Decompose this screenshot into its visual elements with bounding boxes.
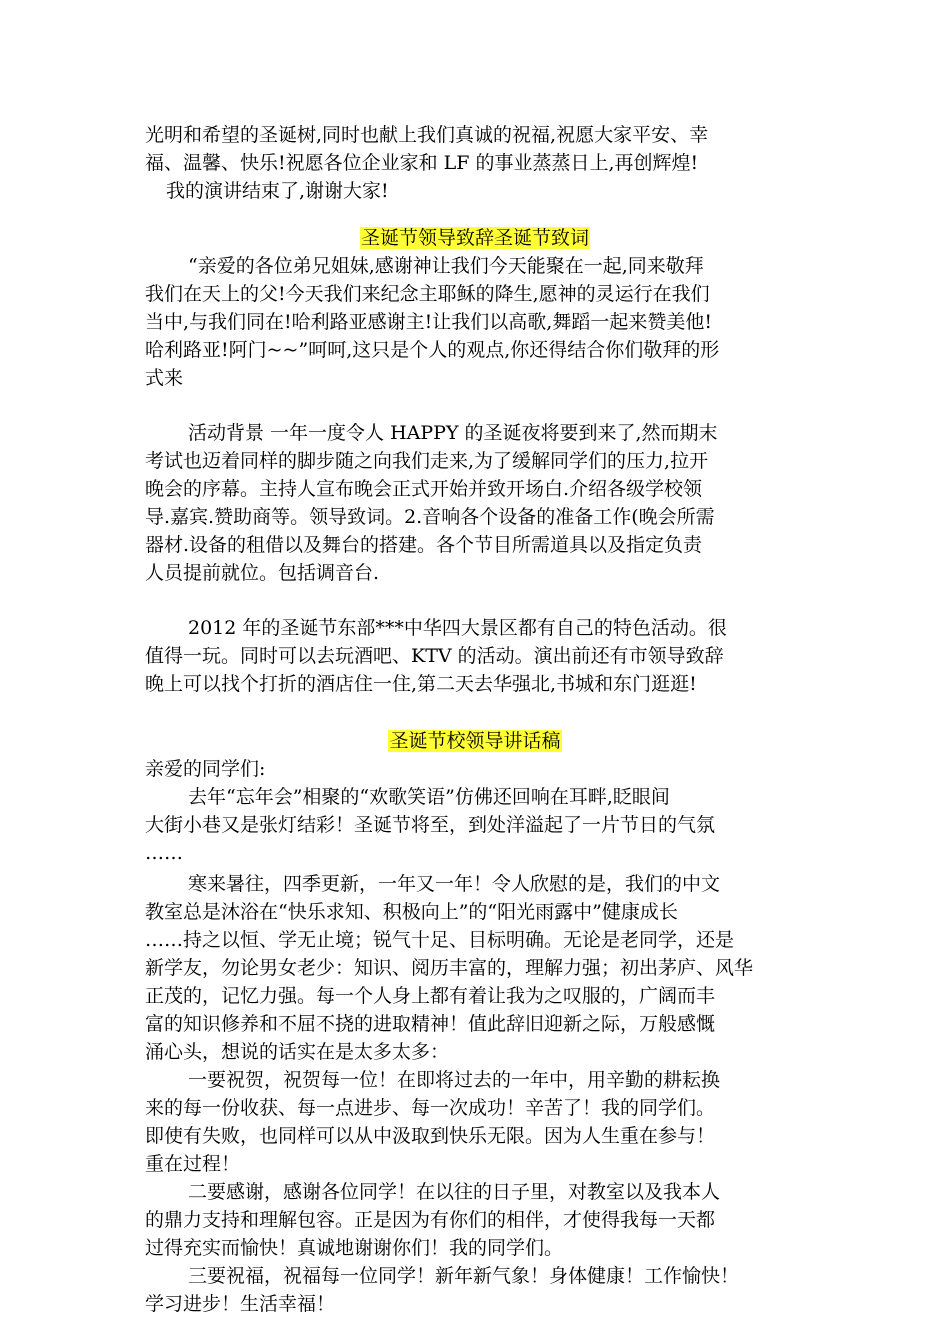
text-line: 即使有失败，也同样可以从中汲取到快乐无限。因为人生重在参与！ xyxy=(145,1125,716,1147)
text-line: 哈利路亚!阿门~~”呵呵,这只是个人的观点,你还得结合你们敬拜的形 xyxy=(145,339,720,361)
text-line: 重在过程！ xyxy=(145,1153,241,1175)
section-title xyxy=(0,225,950,251)
text-line: 来的每一份收获、每一点进步、每一次成功！辛苦了！我的同学们。 xyxy=(145,1097,716,1119)
text-line: …… xyxy=(145,842,183,864)
text-line: 值得一玩。同时可以去玩酒吧、KTV 的活动。演出前还有市领导致辞 xyxy=(145,645,724,667)
text-line: 一要祝贺，祝贺每一位！在即将过去的一年中，用辛勤的耕耘换 xyxy=(188,1069,721,1091)
text-line: 三要祝福，祝福每一位同学！新年新气象！身体健康！工作愉快！ xyxy=(188,1265,740,1287)
text-line: 涌心头，想说的话实在是太多太多： xyxy=(145,1041,450,1063)
text-line: 我们在天上的父!今天我们来纪念主耶稣的降生,愿神的灵运行在我们 xyxy=(145,283,710,305)
text-line: 式来 xyxy=(145,367,184,389)
text-line: 晚会的序幕。主持人宣布晚会正式开始并致开场白.介绍各级学校领 xyxy=(145,478,703,500)
text-line: 寒来暑往，四季更新，一年又一年！令人欣慰的是，我们的中文 xyxy=(188,873,721,895)
text-line: 晚上可以找个打折的酒店住一住,第二天去华强北,书城和东门逛逛! xyxy=(145,673,697,695)
text-line: 我的演讲结束了,谢谢大家! xyxy=(166,180,389,202)
text-line: 活动背景 一年一度令人 HAPPY 的圣诞夜将要到来了,然而期末 xyxy=(188,422,718,444)
text-line: 新学友，勿论男女老少：知识、阅历丰富的，理解力强；初出茅庐、风华 xyxy=(145,957,754,979)
text-line: 2012 年的圣诞节东部***中华四大景区都有自己的特色活动。很 xyxy=(188,617,727,639)
greeting: 亲爱的同学们: xyxy=(145,758,266,780)
text-line: 当中,与我们同在!哈利路亚感谢主!让我们以高歌,舞蹈一起来赞美他! xyxy=(145,311,712,333)
text-line: 学习进步！生活幸福！ xyxy=(145,1293,336,1315)
text-line: 导.嘉宾.赞助商等。领导致词。2.音响各个设备的准备工作(晚会所需 xyxy=(145,506,715,528)
text-line: 光明和希望的圣诞树,同时也献上我们真诚的祝福,祝愿大家平安、幸 xyxy=(145,124,709,146)
section-title-text: 圣诞节领导致辞圣诞节致词 xyxy=(360,227,589,249)
text-line: 的鼎力支持和理解包容。正是因为有你们的相伴，才使得我每一天都 xyxy=(145,1209,716,1231)
text-line: 富的知识修养和不屈不挠的进取精神！值此辞旧迎新之际，万般感慨 xyxy=(145,1013,716,1035)
text-line: 正茂的，记忆力强。每一个人身上都有着让我为之叹服的，广阔而丰 xyxy=(145,985,716,1007)
section-title xyxy=(0,728,950,754)
text-line: 过得充实而愉快！真诚地谢谢你们！我的同学们。 xyxy=(145,1237,564,1259)
text-line: 器材.设备的租借以及舞台的搭建。各个节目所需道具以及指定负责 xyxy=(145,534,703,556)
text-line: ……持之以恒、学无止境；锐气十足、目标明确。无论是老同学，还是 xyxy=(145,929,735,951)
section-title-text: 圣诞节校领导讲话稿 xyxy=(389,730,561,752)
text-line: 教室总是沐浴在“快乐求知、积极向上”的“阳光雨露中”健康成长 xyxy=(145,901,678,923)
text-line: 考试也迈着同样的脚步随之向我们走来,为了缓解同学们的压力,拉开 xyxy=(145,450,709,472)
text-line: 二要感谢，感谢各位同学！在以往的日子里，对教室以及我本人 xyxy=(188,1181,721,1203)
text-line: 福、温馨、快乐!祝愿各位企业家和 LF 的事业蒸蒸日上,再创辉煌! xyxy=(145,152,699,174)
text-line: 去年“忘年会”相聚的“欢歌笑语”仿佛还回响在耳畔,眨眼间 xyxy=(188,786,670,808)
text-line: “亲爱的各位弟兄姐妹,感谢神让我们今天能聚在一起,同来敬拜 xyxy=(188,255,704,277)
text-line: 人员提前就位。包括调音台. xyxy=(145,562,380,584)
text-line: 大街小巷又是张灯结彩！圣诞节将至，到处洋溢起了一片节日的气氛 xyxy=(145,814,716,836)
